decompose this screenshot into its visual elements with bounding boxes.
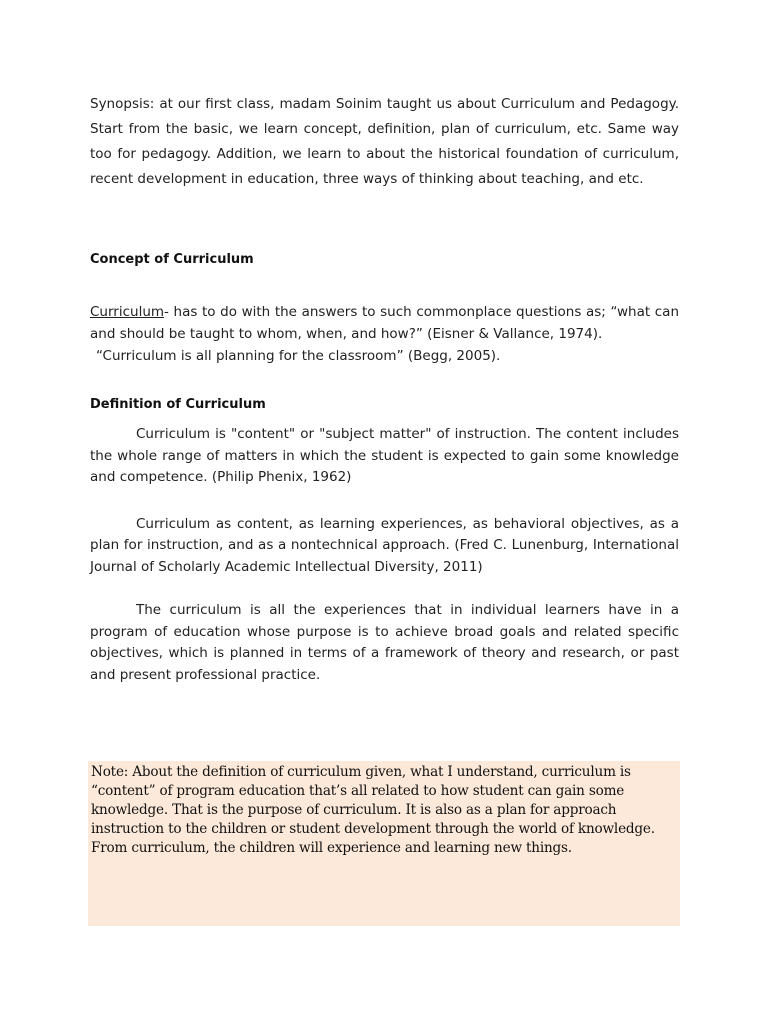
definition-paragraph-3: The curriculum is all the experiences that in individual learners have in a program of education whose purpose is to achieve broad goals and related specific objectives, which is planned in terms of a framework of theory and research, or past and present professional practice. bbox=[90, 602, 679, 683]
begg-quote: “Curriculum is all planning for the classroom” (Begg, 2005). bbox=[96, 348, 501, 364]
note-text: Note: About the definition of curriculum given, what I understand, curriculum is “content” of program education that’s all related to how student can gain some knowledge. That is the purpose of curriculum. It is also as a plan for approach instruction to the children or student development through the world of knowledge. From curriculum, the children will experience and learning new things. bbox=[91, 764, 655, 856]
synopsis-paragraph: Synopsis: at our first class, madam Soinim taught us about Curriculum and Pedagogy. Start from the basic, we learn concept, definition, plan of curriculum, etc. Same way too for pedagogy. Addition, we learn to about the historical foundation of curriculum, recent development in education, three ways of thinking about teaching, and etc. bbox=[90, 96, 679, 187]
definition-paragraph-2: Curriculum as content, as learning experiences, as behavioral objectives, as a plan for instruction, and as a nontechnical approach. (Fred C. Lunenburg, International Journal of Scholarly Academic Intellectual Diversity, 2011) bbox=[90, 515, 679, 575]
definition-heading: Definition of Curriculum bbox=[90, 397, 266, 412]
curriculum-term: Curriculum bbox=[90, 304, 165, 320]
concept-paragraph bbox=[90, 301, 679, 345]
concept-definition-text: - has to do with the answers to such commonplace questions as; “what can and should be taught to whom, when, and how?” (Eisner & Vallance, 1974). bbox=[90, 304, 679, 342]
definition-paragraph-1: Curriculum is "content" or "subject matter" of instruction. The content includes the whole range of matters in which the student is expected to gain some knowledge and competence. (Philip Phenix, 1962) bbox=[90, 426, 679, 485]
document-body bbox=[90, 92, 679, 686]
note-box bbox=[88, 761, 680, 926]
concept-heading: Concept of Curriculum bbox=[90, 252, 254, 267]
